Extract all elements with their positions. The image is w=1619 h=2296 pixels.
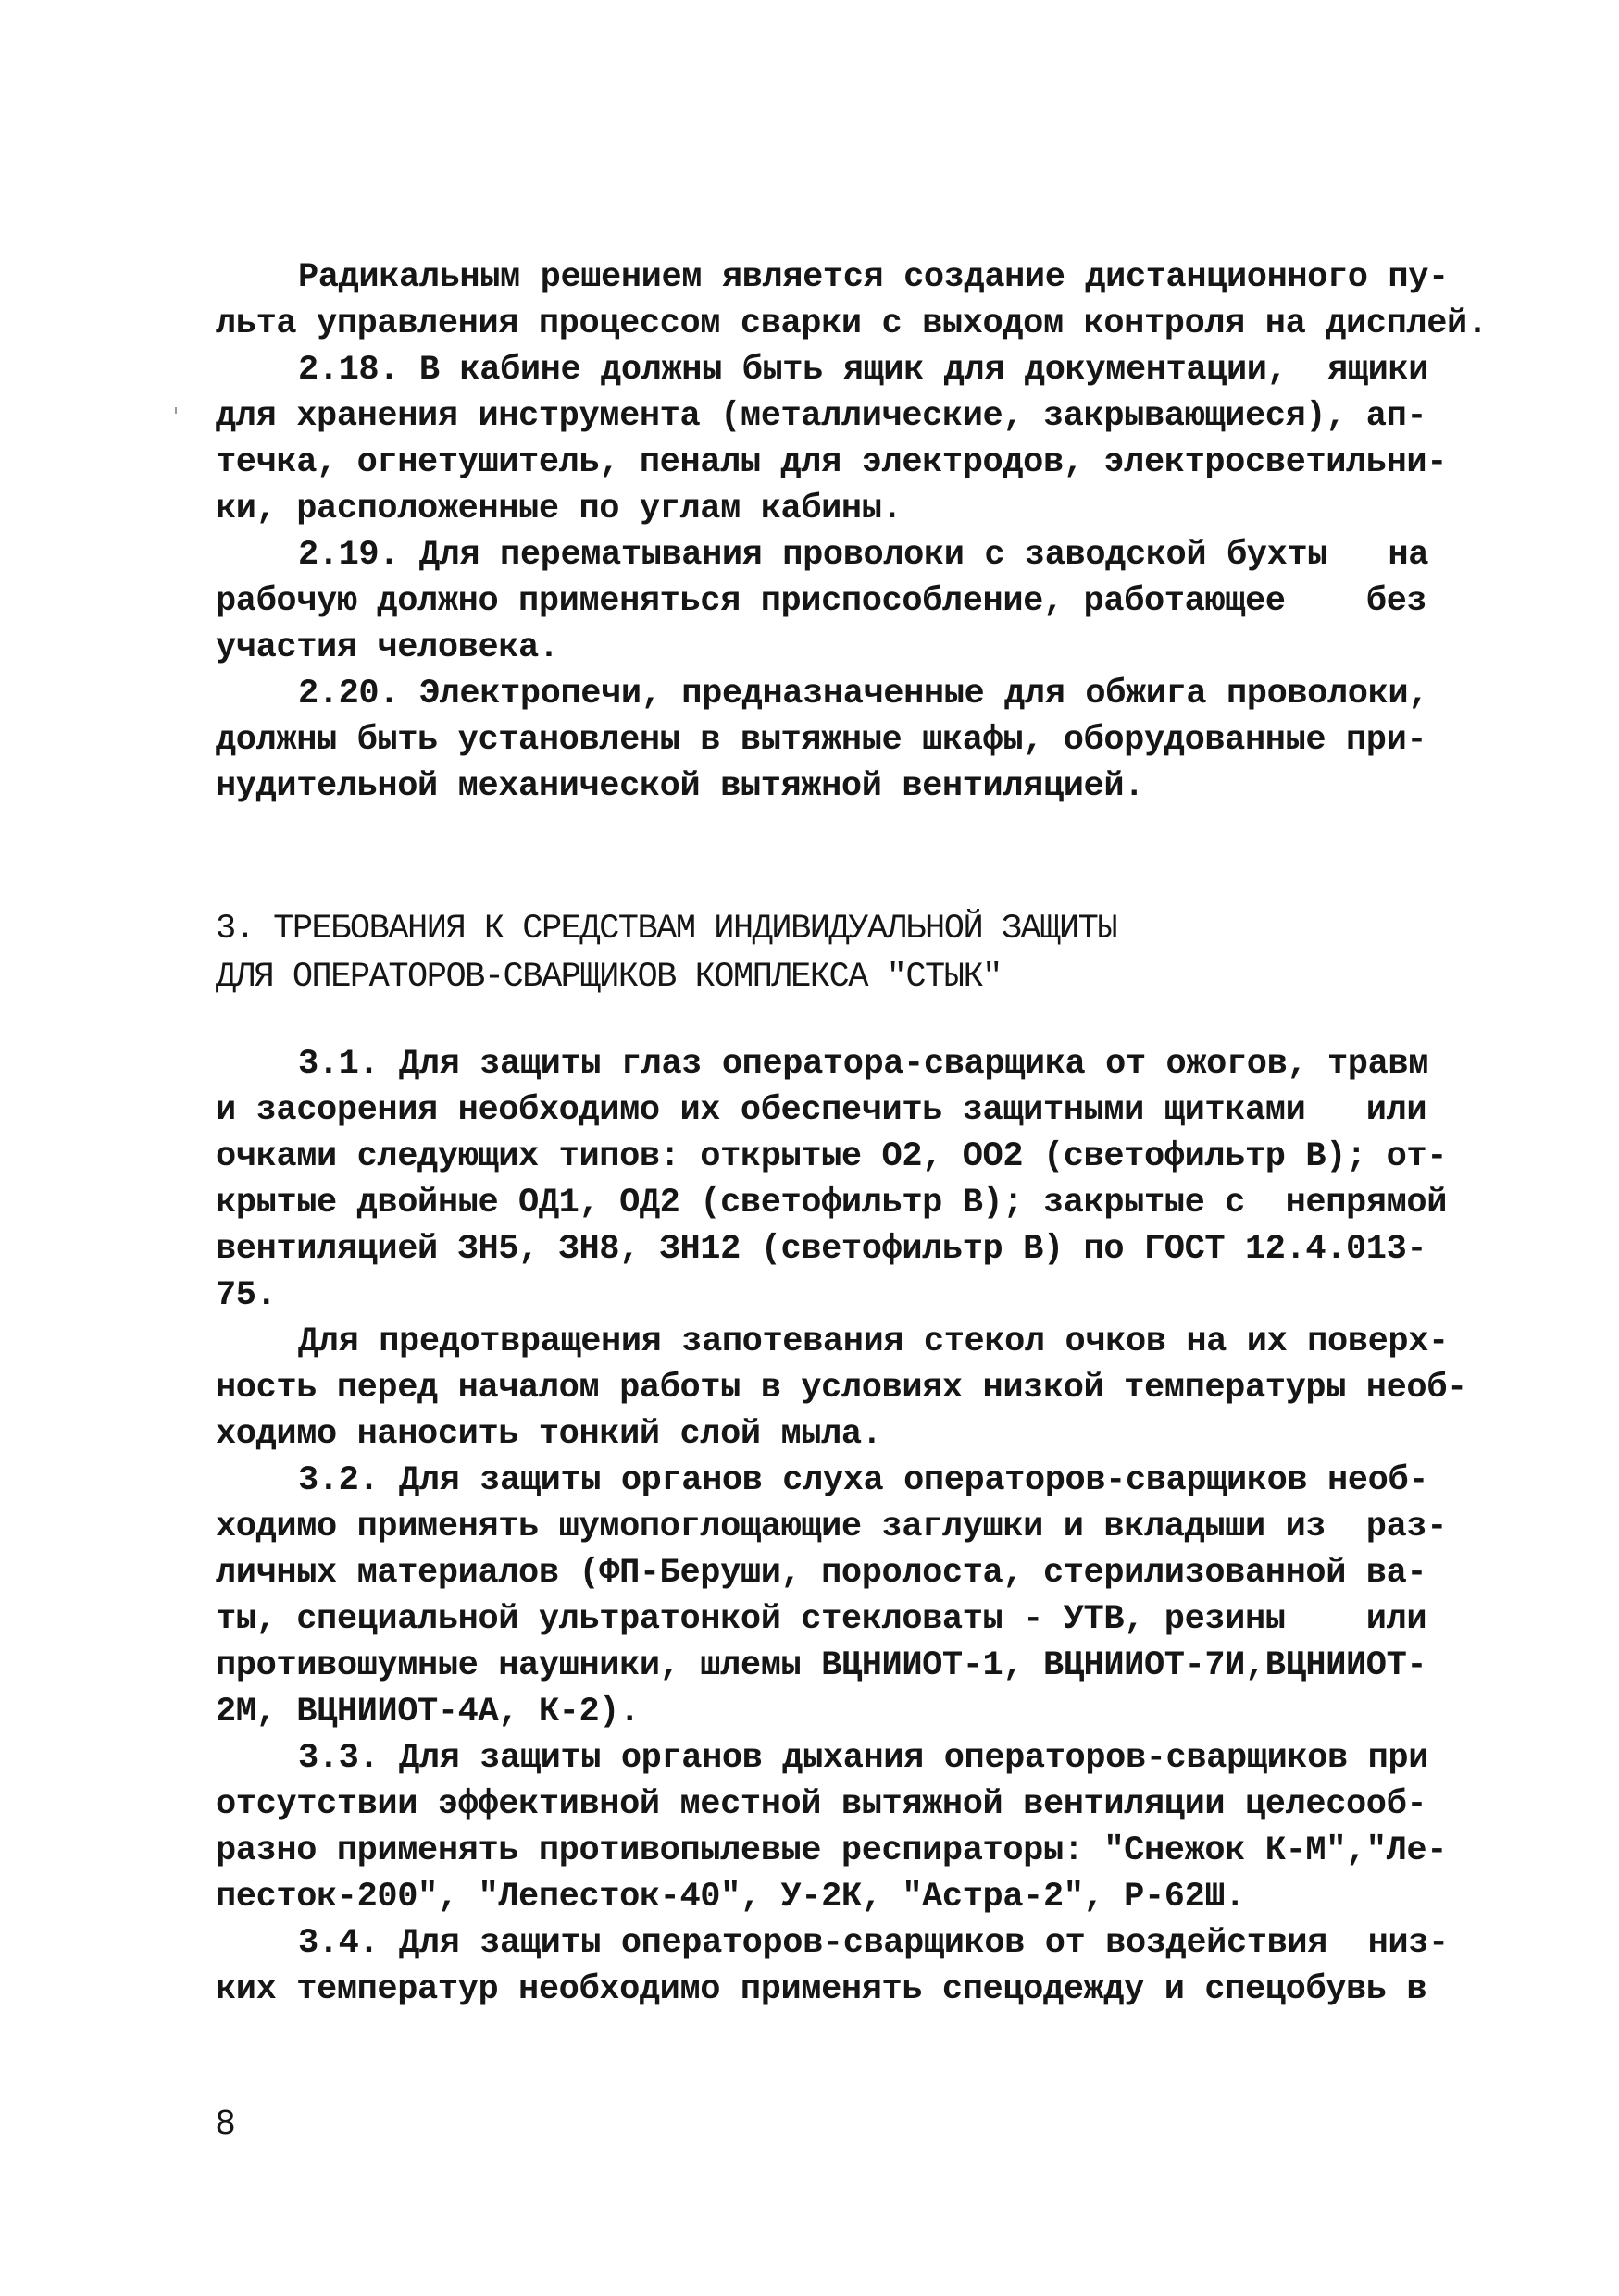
heading-line: ДЛЯ ОПЕРАТОРОВ-СВАРЩИКОВ КОМПЛЕКСА "СТЫК" (216, 958, 1002, 997)
paragraph-line: ходимо применять шумопоглощающие заглушки и вкладыши из раз- (216, 1508, 1448, 1546)
scan-artifact (175, 407, 177, 414)
paragraph-line: должны быть установлены в вытяжные шкафы, оборудованные при- (216, 721, 1427, 760)
paragraph-line: Для предотвращения запотевания стекол очков на их поверх- (298, 1322, 1449, 1361)
paragraph-line: 3.1. Для защиты глаз оператора-сварщика от ожогов, травм (298, 1045, 1429, 1084)
paragraph-line: для хранения инструмента (металлические, закрывающиеся), ап- (216, 397, 1427, 436)
paragraph-line: течка, огнетушитель, пеналы для электродов, электросветильни- (216, 443, 1448, 482)
paragraph-line: 2М, ВЦНИИОТ-4А, К-2). (216, 1693, 640, 1731)
paragraph-line: 2.19. Для перематывания проволоки с заводской бухты на (298, 536, 1429, 575)
heading-line: 3. ТРЕБОВАНИЯ К СРЕДСТВАМ ИНДИВИДУАЛЬНОЙ ЗАЩИТЫ (216, 910, 1117, 949)
paragraph-line: 75. (216, 1276, 277, 1315)
paragraph-line: ки, расположенные по углам кабины. (216, 490, 903, 528)
paragraph-line: и засорения необходимо их обеспечить защитными щитками или (216, 1091, 1427, 1130)
paragraph-line: ходимо наносить тонкий слой мыла. (216, 1415, 882, 1454)
paragraph-line: отсутствии эффективной местной вытяжной вентиляции целесооб- (216, 1785, 1427, 1824)
paragraph-line: крытые двойные ОД1, ОД2 (светофильтр В); закрытые с непрямой (216, 1184, 1448, 1222)
paragraph-line: 3.2. Для защиты органов слуха операторов-сварщиков необ- (298, 1461, 1429, 1500)
paragraph-line: вентиляцией ЗН5, ЗН8, ЗН12 (светофильтр В) по ГОСТ 12.4.013- (216, 1230, 1427, 1269)
paragraph-line: Радикальным решением является создание дистанционного пу- (298, 258, 1449, 297)
paragraph-line: нудительной механической вытяжной вентиляцией. (216, 767, 1144, 806)
paragraph-line: противошумные наушники, шлемы ВЦНИИОТ-1, ВЦНИИОТ-7И,ВЦНИИОТ- (216, 1646, 1427, 1685)
paragraph-line: льта управления процессом сварки с выходом контроля на дисплей. (216, 304, 1488, 343)
paragraph-line: ность перед началом работы в условиях низкой температуры необ- (216, 1369, 1467, 1408)
paragraph-line: 3.4. Для защиты операторов-сварщиков от воздействия низ- (298, 1924, 1449, 1963)
paragraph-line: ты, специальной ультратонкой стекловаты - УТВ, резины или (216, 1600, 1427, 1639)
paragraph-line: разно применять противопылевые респираторы: "Снежок К-М","Ле- (216, 1831, 1448, 1870)
paragraph-line: 2.18. В кабине должны быть ящик для документации, ящики (298, 351, 1429, 390)
paragraph-line: личных материалов (ФП-Беруши, поролоста, стерилизованной ва- (216, 1554, 1427, 1593)
paragraph-line: 2.20. Электропечи, предназначенные для обжига проволоки, (298, 675, 1429, 714)
paragraph-line: участия человека. (216, 628, 559, 667)
paragraph-line: рабочую должно применяться приспособление, работающее без (216, 582, 1427, 621)
paragraph-line: 3.3. Для защиты органов дыхания операторов-сварщиков при (298, 1739, 1429, 1778)
paragraph-line: песток-200", "Лепесток-40", У-2К, "Астра-2", Р-62Ш. (216, 1878, 1245, 1917)
page-number: 8 (216, 2104, 236, 2142)
paragraph-line: очками следующих типов: открытые О2, ОО2 (светофильтр В); от- (216, 1137, 1448, 1176)
paragraph-line: ких температур необходимо применять спецодежду и спецобувь в (216, 1970, 1427, 2009)
